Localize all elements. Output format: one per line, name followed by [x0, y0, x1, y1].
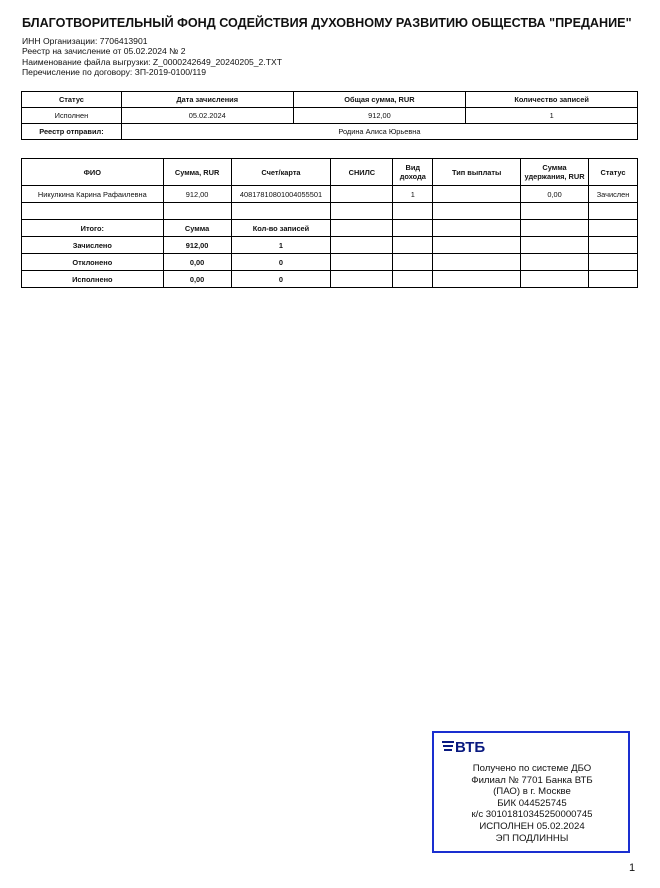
- stamp-text: [444, 763, 620, 844]
- summary-table: [21, 91, 638, 140]
- totals-row-sum: 0,00: [163, 271, 231, 288]
- totals-row-label: Исполнено: [22, 271, 164, 288]
- totals-count-header: Кол-во записей: [231, 220, 331, 237]
- summary-total: 912,00: [293, 108, 466, 124]
- filename-line: Наименование файла выгрузки: Z_0000242649_20240205_2.TXT: [22, 56, 282, 67]
- vtb-logo-icon: [442, 741, 454, 753]
- summary-row: [22, 108, 638, 124]
- records-header-row: [22, 159, 638, 186]
- sender-value: Родина Алиса Юрьевна: [121, 124, 637, 140]
- col-header: ФИО: [22, 159, 164, 186]
- totals-header-row: [22, 220, 638, 237]
- cell-status: Зачислен: [588, 186, 637, 203]
- cell-account: 40817810801004055501: [231, 186, 331, 203]
- records-table: [21, 158, 638, 288]
- sender-label: Реестр отправил:: [22, 124, 122, 140]
- vtb-logo: [442, 739, 485, 756]
- totals-row-count: 0: [231, 271, 331, 288]
- col-header: Вид дохода: [393, 159, 433, 186]
- stamp-line: к/с 30101810345250000745: [471, 809, 593, 821]
- summary-header-cell: Дата зачисления: [121, 92, 293, 108]
- stamp-line: Получено по системе ДБО: [472, 763, 592, 774]
- stamp-line: Филиал № 7701 Банка ВТБ: [471, 774, 593, 786]
- stamp-line: (ПАО) в г. Москве: [493, 786, 571, 798]
- totals-row-count: 0: [231, 254, 331, 271]
- summary-header-cell: Статус: [22, 92, 122, 108]
- bank-name: ВТБ: [455, 739, 486, 756]
- page-number: 1: [629, 862, 636, 874]
- page-title: БЛАГОТВОРИТЕЛЬНЫЙ ФОНД СОДЕЙСТВИЯ ДУХОВНОМУ РАЗВИТИЮ ОБЩЕСТВА "ПРЕДАНИЕ": [22, 16, 632, 30]
- cell-snils: [331, 186, 393, 203]
- bank-stamp: [432, 731, 630, 853]
- cell-name: Никулкина Карина Рафаилевна: [22, 186, 164, 203]
- summary-status: Исполнен: [22, 108, 122, 124]
- empty-row: [22, 203, 638, 220]
- summary-header-cell: Общая сумма, RUR: [293, 92, 466, 108]
- totals-label: Итого:: [22, 220, 164, 237]
- totals-row: [22, 254, 638, 271]
- totals-row: [22, 237, 638, 254]
- totals-row: [22, 271, 638, 288]
- totals-row-label: Отклонено: [22, 254, 164, 271]
- contract-line: Перечисление по договору: ЗП-2019-0100/119: [22, 67, 207, 78]
- cell-income-type: 1: [393, 186, 433, 203]
- summary-header-cell: Количество записей: [466, 92, 638, 108]
- cell-withholding: 0,00: [521, 186, 589, 203]
- cell-payment-type: [433, 186, 521, 203]
- stamp-line: ЭП ПОДЛИННЫ: [495, 832, 569, 844]
- table-row: [22, 186, 638, 203]
- totals-row-sum: 912,00: [163, 237, 231, 254]
- summary-header-row: [22, 92, 638, 108]
- stamp-line: БИК 044525745: [497, 797, 567, 809]
- stamp-line: ИСПОЛНЕН 05.02.2024: [479, 820, 585, 832]
- inn-line: ИНН Организации: 7706413901: [22, 36, 148, 46]
- col-header: Тип выплаты: [433, 159, 521, 186]
- col-header: Счет/карта: [231, 159, 331, 186]
- col-header: Статус: [588, 159, 637, 186]
- registry-line: Реестр на зачисление от 05.02.2024 № 2: [22, 46, 186, 57]
- col-header: Сумма удержания, RUR: [521, 159, 589, 186]
- totals-row-label: Зачислено: [22, 237, 164, 254]
- totals-row-sum: 0,00: [163, 254, 231, 271]
- col-header: Сумма, RUR: [163, 159, 231, 186]
- org-info: [22, 36, 282, 78]
- col-header: СНИЛС: [331, 159, 393, 186]
- summary-count: 1: [466, 108, 638, 124]
- cell-amount: 912,00: [163, 186, 231, 203]
- summary-sender-row: [22, 124, 638, 140]
- totals-sum-header: Сумма: [163, 220, 231, 237]
- summary-date: 05.02.2024: [121, 108, 293, 124]
- totals-row-count: 1: [231, 237, 331, 254]
